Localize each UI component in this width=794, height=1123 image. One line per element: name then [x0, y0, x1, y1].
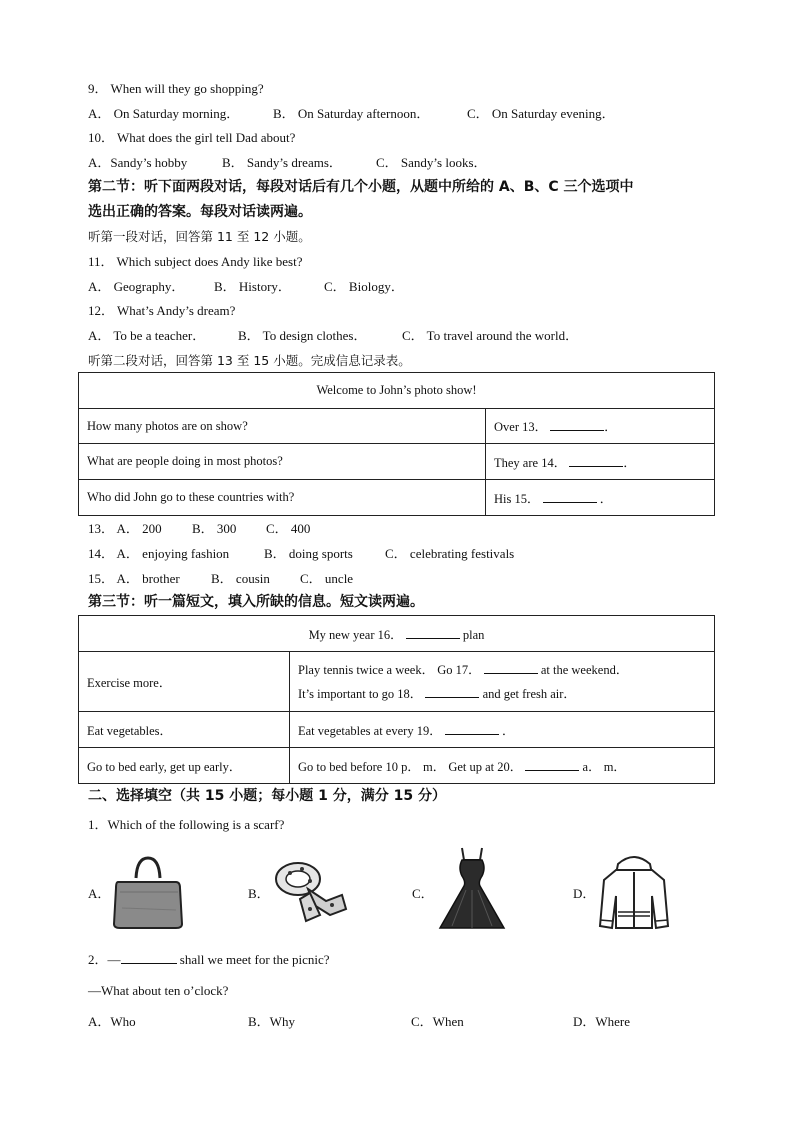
option-a[interactable]: A． Geography．: [88, 279, 185, 294]
option-b[interactable]: B． 300: [192, 521, 237, 536]
option-b[interactable]: B． To design clothes．: [238, 328, 367, 343]
question-9: 9． When will they go shopping?: [88, 81, 264, 96]
row-right: Go to bed before 10 p． m． Get up at 20． a． m．: [290, 748, 715, 784]
section-2-heading-line1: 第二节：听下面两段对话，每段对话后有几个小题，从题中所给的 A、B、C 三个选项中: [88, 179, 634, 195]
row-question: Who did John go to these countries with?: [79, 480, 486, 516]
row-question: What are people doing in most photos?: [79, 444, 486, 480]
answer-blank-15[interactable]: [543, 490, 597, 503]
option-a[interactable]: A．Sandy’s hobby: [88, 155, 188, 170]
answer-blank-16[interactable]: [406, 626, 460, 639]
row-answer: They are 14． ．: [486, 444, 715, 480]
row-left: Go to bed early, get up early．: [79, 748, 290, 784]
question-12: 12． What’s Andy’s dream?: [88, 303, 236, 318]
answer-blank-q2[interactable]: [121, 951, 177, 964]
dialog-1-intro: 听第一段对话，回答第 11 至 12 小题。: [88, 229, 311, 244]
option-b[interactable]: B． On Saturday afternoon．: [273, 106, 430, 121]
answer-blank-18[interactable]: [425, 685, 479, 698]
option-c[interactable]: C． Sandy’s looks．: [376, 155, 487, 170]
answer-blank-19[interactable]: [445, 722, 499, 735]
choice-question-2: 2．— shall we meet for the picnic?: [88, 952, 330, 967]
picture-label-c: C．: [412, 886, 434, 901]
jacket-icon[interactable]: [596, 850, 672, 932]
option-b[interactable]: B． doing sports: [264, 546, 353, 561]
table-row: [79, 652, 715, 712]
row-right: Eat vegetables at every 19． ．: [290, 712, 715, 748]
table-row: [79, 480, 715, 516]
answer-blank-20[interactable]: [525, 758, 579, 771]
picture-label-a: A．: [88, 886, 111, 901]
table-row: [79, 748, 715, 784]
picture-label-b: B．: [248, 886, 270, 901]
scarf-icon[interactable]: [270, 855, 350, 925]
section-2-heading-line2: 选出正确的答案。每段对话读两遍。: [88, 204, 312, 220]
option-b[interactable]: B．Why: [248, 1014, 295, 1029]
dialog-2-intro: 听第二段对话，回答第 13 至 15 小题。完成信息记录表。: [88, 353, 411, 368]
table-row: [79, 444, 715, 480]
question-11: 11． Which subject does Andy like best?: [88, 254, 303, 269]
bag-icon[interactable]: [108, 852, 188, 932]
row-left: Exercise more．: [79, 652, 290, 712]
choice-section-heading: 二、选择填空（共 15 小题；每小题 1 分，满分 15 分）: [88, 788, 446, 804]
option-c[interactable]: C． celebrating festivals: [385, 546, 515, 561]
option-a[interactable]: A．Who: [88, 1014, 136, 1029]
option-c[interactable]: C． To travel around the world．: [402, 328, 579, 343]
dress-icon[interactable]: [432, 846, 512, 932]
answer-blank-17[interactable]: [484, 661, 538, 674]
option-b[interactable]: B． History．: [214, 279, 291, 294]
row-left: Eat vegetables．: [79, 712, 290, 748]
question-10: 10． What does the girl tell Dad about?: [88, 130, 296, 145]
choice-question-1: 1．Which of the following is a scarf?: [88, 817, 285, 832]
answer-blank-14[interactable]: [569, 454, 623, 467]
picture-label-d: D．: [573, 886, 596, 901]
option-a[interactable]: A． To be a teacher．: [88, 328, 206, 343]
option-c[interactable]: C． On Saturday evening．: [467, 106, 615, 121]
option-a[interactable]: 14． A． enjoying fashion: [88, 546, 230, 561]
option-b[interactable]: B． cousin: [211, 571, 270, 586]
choice-question-2-reply: —What about ten o’clock?: [88, 983, 229, 998]
option-b[interactable]: B． Sandy’s dreams．: [222, 155, 342, 170]
option-a[interactable]: 13． A． 200: [88, 521, 162, 536]
table-title: Welcome to John’s photo show!: [79, 373, 715, 409]
option-c[interactable]: C． 400: [266, 521, 311, 536]
row-right: Play tennis twice a week． Go 17． at the weekend． It’s important to go 18． and get fresh air．: [290, 652, 715, 712]
option-c[interactable]: C． uncle: [300, 571, 354, 586]
row-answer: Over 13． ．: [486, 409, 715, 444]
new-year-plan-table: [78, 615, 715, 784]
answer-blank-13[interactable]: [550, 418, 604, 431]
photo-show-table: [78, 372, 715, 516]
table-row: [79, 409, 715, 444]
option-c[interactable]: C． Biology．: [324, 279, 404, 294]
option-c[interactable]: C．When: [411, 1014, 464, 1029]
table-title: My new year 16． plan: [79, 616, 715, 652]
table-row: [79, 712, 715, 748]
section-3-heading: 第三节：听一篇短文，填入所缺的信息。短文读两遍。: [88, 594, 424, 610]
option-d[interactable]: D．Where: [573, 1014, 631, 1029]
row-question: How many photos are on show?: [79, 409, 486, 444]
row-answer: His 15． ．: [486, 480, 715, 516]
option-a[interactable]: 15． A． brother: [88, 571, 180, 586]
option-a[interactable]: A． On Saturday morning．: [88, 106, 240, 121]
